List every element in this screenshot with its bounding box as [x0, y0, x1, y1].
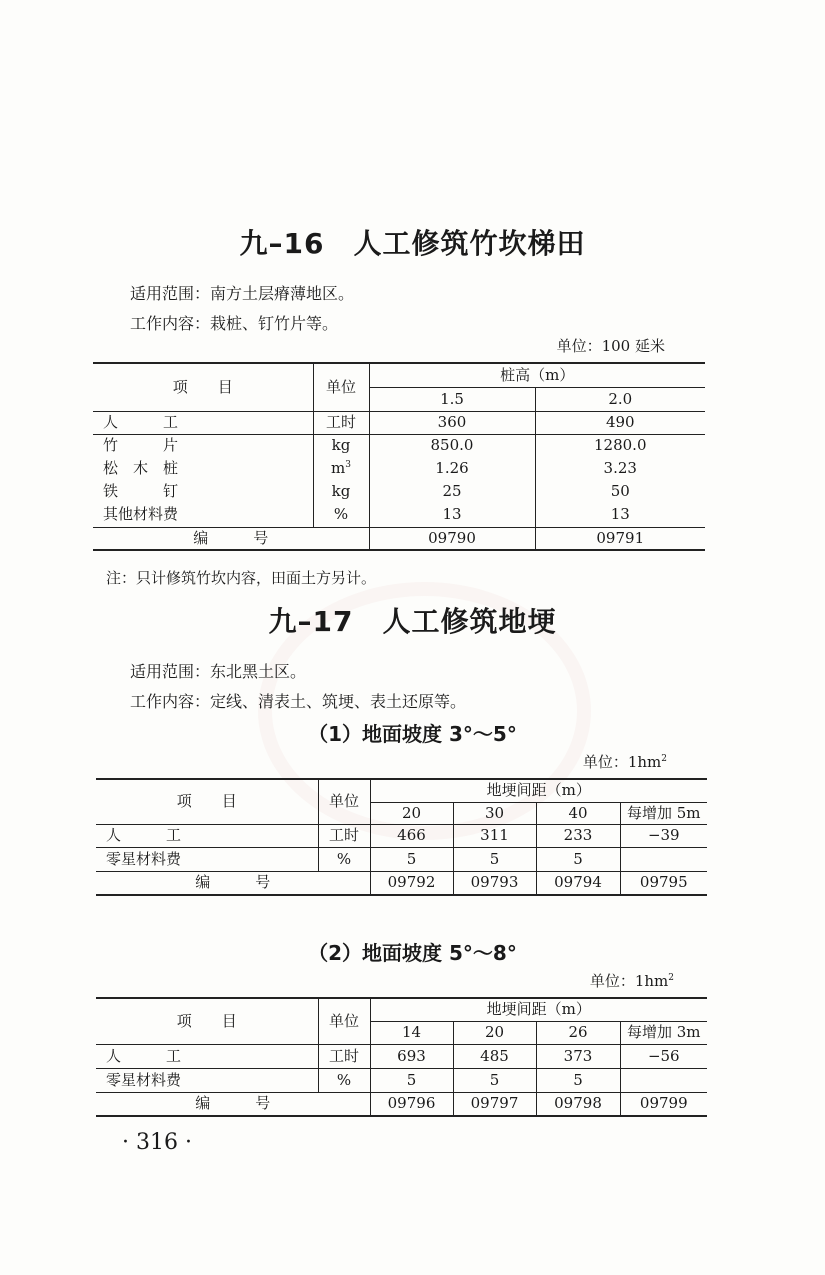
subsection-title-slope-5-8: （2）地面坡度 5°～8° [308, 941, 517, 965]
unit-m: m [331, 459, 346, 477]
cell-value: 5 [453, 1068, 536, 1092]
cell-value: 5 [453, 847, 536, 871]
cell-value: 5 [536, 1068, 620, 1092]
cell-value: 373 [536, 1044, 620, 1068]
header-value: 20 [370, 802, 453, 824]
header-unit: 单位 [318, 998, 370, 1044]
code-value: 09791 [535, 527, 705, 550]
cell-value: 50 [535, 480, 705, 503]
code-value: 09799 [620, 1092, 707, 1116]
row-item: 松 木 桩 [93, 457, 313, 480]
cell-value: 311 [453, 824, 536, 847]
cell-value: 5 [370, 1068, 453, 1092]
unit-label-slope-5-8 [590, 970, 674, 991]
header-value: 每增加 3m [620, 1021, 707, 1044]
row-item: 人 工 [96, 1044, 318, 1068]
unit-label-9-16: 单位：100 延米 [556, 337, 665, 355]
row-item: 零星材料费 [96, 1068, 318, 1092]
row-item: 零星材料费 [96, 847, 318, 871]
row-unit: kg [313, 480, 369, 503]
quota-table-slope-3-5 [96, 778, 707, 896]
cell-value: 850.0 [369, 434, 535, 457]
section-title-9-17: 九–17 人工修筑地埂 [268, 605, 557, 638]
row-unit: % [313, 503, 369, 527]
code-value: 09792 [370, 871, 453, 895]
code-value: 09793 [453, 871, 536, 895]
cell-value: −56 [620, 1044, 707, 1068]
header-pile-height: 桩高（m） [369, 363, 705, 387]
unit-superscript: 3 [345, 460, 351, 470]
row-item: 铁 钉 [93, 480, 313, 503]
cell-value: 3.23 [535, 457, 705, 480]
unit-base: 单位：1hm [582, 753, 662, 771]
scope-text-9-17: 适用范围：东北黑土区。 [130, 662, 307, 681]
header-unit: 单位 [313, 363, 369, 411]
unit-superscript: 2 [668, 973, 674, 983]
header-value: 26 [536, 1021, 620, 1044]
header-ridge-spacing: 地埂间距（m） [370, 779, 707, 802]
subsection-title-slope-3-5: （1）地面坡度 3°～5° [308, 722, 517, 746]
header-value: 20 [453, 1021, 536, 1044]
row-item: 人 工 [96, 824, 318, 847]
cell-value: 360 [369, 411, 535, 434]
cell-value: 233 [536, 824, 620, 847]
row-unit: 工时 [318, 824, 370, 847]
header-item: 项 目 [96, 998, 318, 1044]
cell-value: 1280.0 [535, 434, 705, 457]
quota-table-slope-5-8 [96, 997, 707, 1117]
section-title-9-16: 九–16 人工修筑竹坎梯田 [239, 227, 586, 260]
scope-text-9-16: 适用范围：南方土层瘠薄地区。 [130, 284, 355, 303]
row-item: 人 工 [93, 411, 313, 434]
code-value: 09790 [369, 527, 535, 550]
quota-table-9-16 [93, 362, 705, 551]
row-unit: % [318, 847, 370, 871]
unit-base: 单位：1hm [589, 972, 669, 990]
header-item: 项 目 [93, 363, 313, 411]
code-value: 09795 [620, 871, 707, 895]
cell-value: 13 [535, 503, 705, 527]
code-value: 09798 [536, 1092, 620, 1116]
unit-label-slope-3-5 [583, 751, 667, 772]
cell-value: 466 [370, 824, 453, 847]
header-value: 30 [453, 802, 536, 824]
cell-value [620, 1068, 707, 1092]
header-value: 14 [370, 1021, 453, 1044]
cell-value: 13 [369, 503, 535, 527]
row-unit: 工时 [313, 411, 369, 434]
row-unit: 工时 [318, 1044, 370, 1068]
cell-value: −39 [620, 824, 707, 847]
code-label: 编 号 [96, 871, 370, 895]
work-content-9-16: 工作内容：栽桩、钉竹片等。 [130, 314, 339, 333]
cell-value: 693 [370, 1044, 453, 1068]
cell-value: 5 [536, 847, 620, 871]
code-value: 09797 [453, 1092, 536, 1116]
row-unit: % [318, 1068, 370, 1092]
header-unit: 单位 [318, 779, 370, 824]
cell-value [620, 847, 707, 871]
cell-value: 1.26 [369, 457, 535, 480]
work-content-9-17: 工作内容：定线、清表土、筑埂、表土还原等。 [130, 692, 467, 711]
row-item: 其他材料费 [93, 503, 313, 527]
cell-value: 490 [535, 411, 705, 434]
cell-value: 25 [369, 480, 535, 503]
unit-superscript: 2 [661, 754, 667, 764]
cell-value: 5 [370, 847, 453, 871]
note-9-16: 注：只计修筑竹坎内容，田面土方另计。 [106, 569, 377, 587]
code-label: 编 号 [96, 1092, 370, 1116]
code-value: 09794 [536, 871, 620, 895]
cell-value: 485 [453, 1044, 536, 1068]
page-number: · 316 · [122, 1130, 192, 1155]
row-unit [313, 457, 369, 480]
row-unit: kg [313, 434, 369, 457]
header-value: 40 [536, 802, 620, 824]
code-label: 编 号 [93, 527, 369, 550]
row-item: 竹 片 [93, 434, 313, 457]
header-ridge-spacing: 地埂间距（m） [370, 998, 707, 1021]
header-value: 2.0 [535, 387, 705, 411]
header-value: 每增加 5m [620, 802, 707, 824]
header-item: 项 目 [96, 779, 318, 824]
code-value: 09796 [370, 1092, 453, 1116]
header-value: 1.5 [369, 387, 535, 411]
